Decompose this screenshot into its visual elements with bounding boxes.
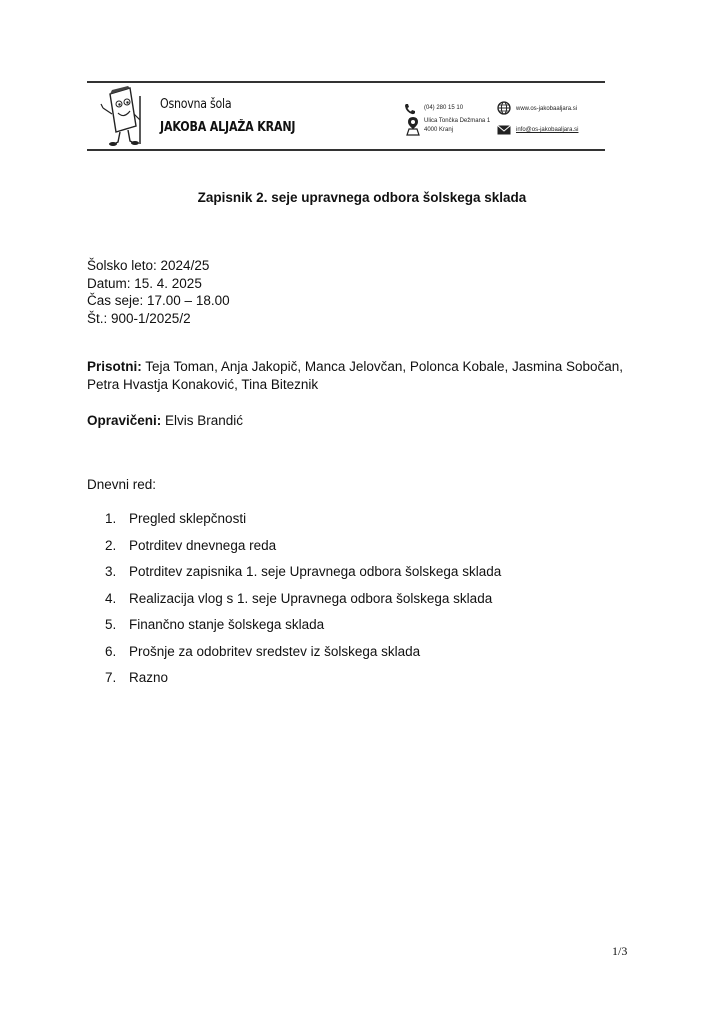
agenda-item-text: Potrditev zapisnika 1. seje Upravnega odbora šolskega sklada — [129, 564, 502, 579]
website-link[interactable]: www.os-jakobaaljara.si — [516, 106, 578, 112]
agenda-item-text: Potrditev dnevnega reda — [129, 537, 277, 553]
present-attendees — [87, 358, 627, 394]
address-city: 4000 Kranj — [424, 127, 454, 133]
header-top-rule — [87, 81, 605, 83]
agenda-item-number: 6. — [105, 643, 117, 659]
meeting-date: Datum: 15. 4. 2025 — [87, 275, 202, 291]
agenda-item — [105, 564, 501, 591]
agenda-item-text: Finančno stanje šolskega sklada — [129, 617, 325, 632]
school-year: Šolsko leto: 2024/25 — [87, 258, 210, 273]
agenda-item-text: Prošnje za odobritev sredstev iz šolskega sklada — [129, 643, 421, 659]
agenda-item — [105, 644, 501, 671]
map-pin-icon — [406, 116, 420, 136]
document-number: Št.: 900-1/2025/2 — [87, 310, 191, 326]
agenda-item — [105, 591, 501, 618]
agenda-item — [105, 670, 501, 697]
agenda-item-number: 3. — [105, 564, 117, 579]
agenda-item-text: Pregled sklepčnosti — [129, 511, 247, 526]
school-name-line2: JAKOBA ALJAŽA KRANJ — [160, 120, 296, 135]
address-street: Ulica Tončka Dežmana 1 — [424, 118, 491, 124]
globe-icon — [497, 101, 511, 115]
agenda-item — [105, 538, 501, 565]
agenda-item-number: 2. — [105, 537, 117, 553]
agenda-item — [105, 617, 501, 644]
agenda-item-number: 1. — [105, 511, 117, 526]
agenda-item-text: Razno — [129, 670, 169, 685]
school-name-line1: Osnovna šola — [160, 97, 232, 112]
envelope-icon — [497, 125, 511, 135]
agenda-item — [105, 511, 501, 538]
header-bottom-rule — [87, 149, 605, 151]
agenda-list — [105, 511, 501, 697]
agenda-label: Dnevni red: — [87, 477, 157, 492]
phone-icon — [404, 103, 416, 115]
present-names: Teja Toman, Anja Jakopič, Manca Jelovčan, Polonca Kobale, Jasmina Sobočan, Petra Hvastja Konaković, Tina Biteznik — [87, 359, 624, 392]
phone-number: (04) 280 15 10 — [424, 105, 464, 111]
agenda-item-text: Realizacija vlog s 1. seje Upravnega odbora šolskega sklada — [129, 590, 493, 606]
agenda-item-number: 5. — [105, 617, 117, 632]
page-number: 1/3 — [612, 944, 628, 958]
agenda-item-number: 4. — [105, 590, 117, 606]
excused-label: Opravičeni: — [87, 413, 162, 428]
email-link[interactable]: info@os-jakobaaljara.si — [516, 127, 579, 133]
excused-attendees — [87, 413, 243, 428]
document-title: Zapisnik 2. seje upravnega odbora šolskega sklada — [197, 190, 527, 205]
meeting-time: Čas seje: 17.00 – 18.00 — [87, 293, 230, 308]
pencil-mascot-logo — [100, 86, 142, 148]
meeting-meta — [87, 257, 230, 327]
present-label: Prisotni: — [87, 359, 142, 374]
excused-names: Elvis Brandić — [161, 413, 244, 428]
agenda-item-number: 7. — [105, 670, 117, 685]
